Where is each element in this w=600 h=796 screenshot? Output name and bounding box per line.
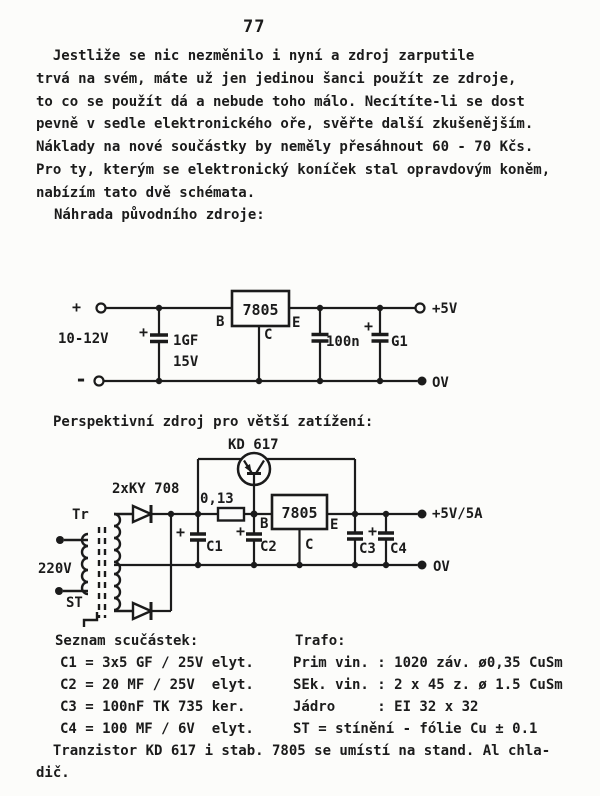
cap3-plus-label: +: [364, 317, 374, 335]
transistor-label: KD 617: [228, 437, 279, 453]
mains-voltage-label: 220V: [38, 561, 72, 577]
paragraph-line: Jestliže se nic nezměnilo i nyní a zdroj zarputile: [36, 48, 475, 64]
trafo-spec-item: ST = stínění - fólie Cu ± 0.1: [293, 721, 538, 737]
circuit2-diagram: [38, 437, 483, 627]
output-0v-label: OV: [433, 559, 450, 575]
footer-line: Tranzistor KD 617 i stab. 7805 se umístí na stand. Al chla-: [36, 743, 551, 759]
transformer-label: Tr: [72, 507, 89, 523]
regulator-7805-label: 7805: [281, 504, 318, 522]
parts-list-title: Seznam scučástek:: [55, 633, 199, 649]
output-5v5a-label: +5V/5A: [432, 506, 483, 522]
trafo-spec-list: [293, 652, 563, 740]
parts-list-item: C4 = 100 MF / 6V elyt.: [60, 721, 254, 737]
trafo-title: Trafo:: [295, 633, 346, 649]
cap-c4-label: C4: [390, 541, 407, 557]
output-5v-label: +5V: [432, 301, 458, 317]
cap1-value-label: 1GF: [173, 333, 199, 349]
page-number: 77: [243, 17, 266, 37]
output-5v-terminal: [416, 304, 425, 313]
pin-b-label: B: [260, 516, 269, 532]
pin-e-label: E: [330, 517, 339, 533]
regulator-7805-label: 7805: [242, 301, 279, 319]
parts-list-item: C2 = 20 MF / 25V elyt.: [60, 677, 254, 693]
output-0v-label: OV: [432, 375, 449, 391]
core-lines: [99, 527, 105, 618]
footer-paragraph: [36, 740, 550, 784]
circuit1-diagram: [58, 291, 458, 391]
paragraph-line: Pro ty, kterým se elektronický koníček stal opravdovým koněm,: [36, 161, 551, 178]
cap3-name-label: G1: [391, 334, 408, 350]
input-plus-terminal: [97, 304, 106, 313]
cap1-voltage-label: 15V: [173, 354, 199, 370]
pin-b-label: B: [216, 314, 225, 330]
cap2-value-label: 100n: [326, 334, 360, 350]
trafo-spec-item: Jádro : EI 32 x 32: [293, 699, 479, 715]
cap-c2-label: C2: [260, 539, 277, 555]
cap-c3-label: C3: [359, 541, 376, 557]
trafo-spec-item: Prim vin. : 1020 záv. ø0,35 CuSm: [293, 655, 563, 671]
shunt-resistor-symbol: [218, 508, 244, 521]
footer-line: dič.: [36, 765, 70, 781]
trafo-spec-item: SEk. vin. : 2 x 45 z. ø 1.5 CuSm: [293, 677, 563, 693]
cap-c2-plus-label: +: [236, 522, 246, 540]
primary-winding: [82, 534, 88, 594]
output-0v-terminal: [418, 377, 427, 386]
cap-c1-plus-label: +: [176, 523, 186, 541]
paragraph-line: Náklady na nové součástky by neměly přesáhnout 60 - 70 Kčs.: [36, 139, 534, 156]
diodes-label: 2xKY 708: [112, 481, 180, 497]
pin-c-label: C: [305, 537, 314, 553]
pin-e-label: E: [292, 315, 301, 331]
pin-c-label: C: [264, 327, 273, 343]
shield-label: ST: [66, 595, 83, 611]
paragraph-line: nabízím tato dvě schémata.: [36, 184, 256, 201]
mains-terminal-top: [56, 536, 64, 544]
paragraph-line: to co se použít dá a nebude toho málo. Necítíte-li se dost: [36, 93, 525, 110]
parts-list-item: C1 = 3x5 GF / 25V elyt.: [60, 655, 254, 671]
emitter-arrow: [245, 464, 252, 473]
cap-c1-label: C1: [206, 539, 223, 555]
input-plus-label: +: [72, 298, 82, 316]
parts-list: [60, 652, 254, 740]
input-minus-label: -: [75, 367, 88, 391]
cap1-plus-label: +: [139, 323, 149, 341]
parts-list-item: C3 = 100nF TK 735 ker.: [60, 699, 246, 715]
secondary-winding: [114, 514, 120, 610]
output-5v5a-terminal: [418, 510, 427, 519]
section-title-first-circuit: Náhrada původního zdroje:: [54, 207, 265, 223]
section-title-second-circuit: Perspektivní zdroj pro větší zatížení:: [53, 414, 374, 430]
mains-terminal-bottom: [55, 587, 63, 595]
paragraph-line: trvá na svém, máte už jen jedinou šanci použít ze zdroje,: [36, 70, 517, 87]
input-voltage-label: 10-12V: [58, 331, 109, 347]
shield-lead: [84, 612, 97, 627]
paragraph-line: pevně v sedle elektronického oře, svěřte další zkušenějším.: [36, 116, 534, 133]
resistor-value-label: 0,13: [200, 491, 234, 507]
output-0v-terminal: [418, 561, 427, 570]
input-minus-terminal: [95, 377, 104, 386]
cap-c3-plus-label: +: [368, 522, 378, 540]
